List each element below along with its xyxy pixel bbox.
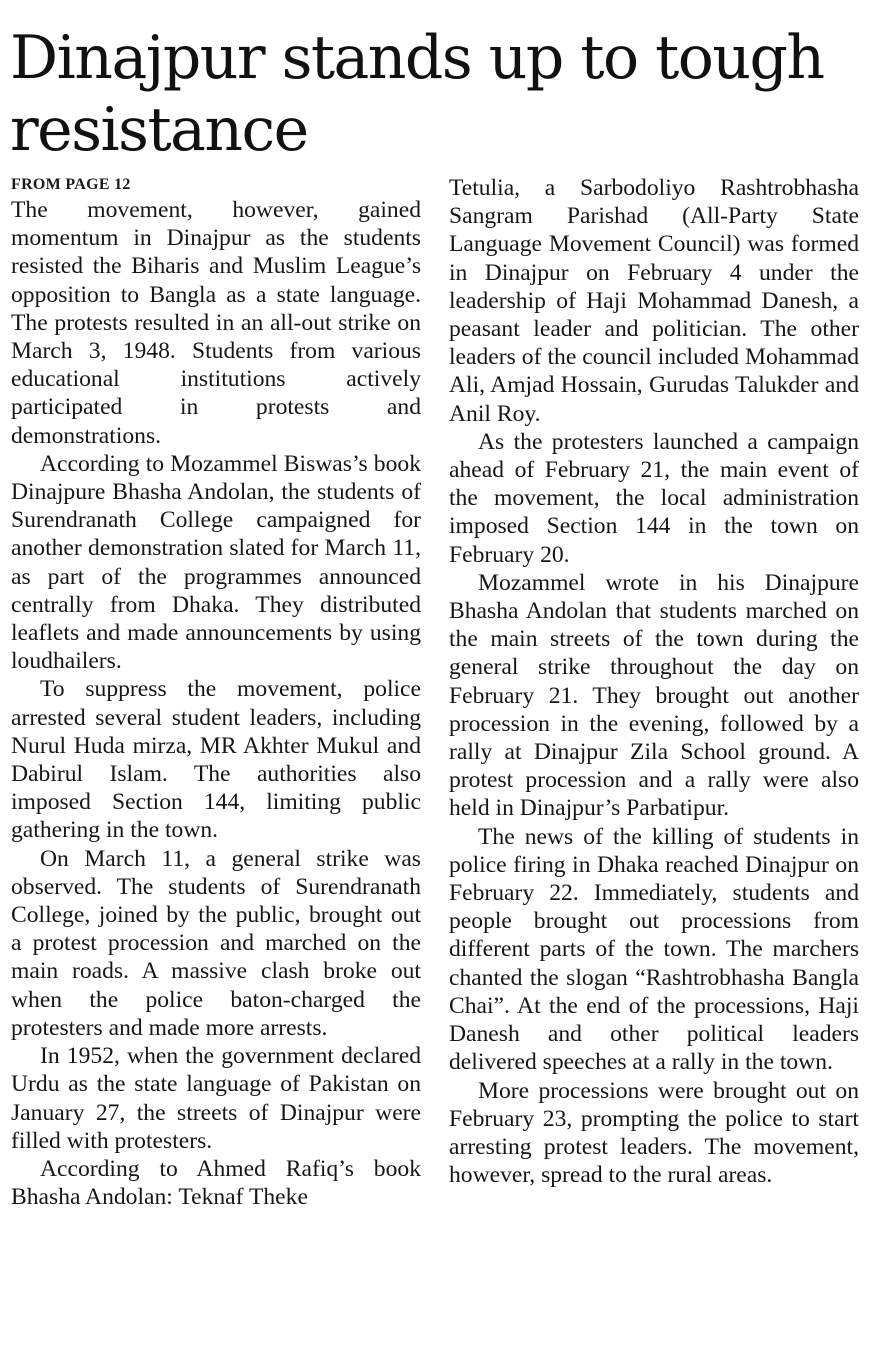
article-paragraph: In 1952, when the government declared Urdu as the state language of Pakistan on January 27, the streets of Dinajpur were filled with protesters. xyxy=(11,1043,421,1154)
article-paragraph: To suppress the movement, police arrested several student leaders, including Nurul Huda mirza, MR Akhter Mukul and Dabirul Islam. The authorities also imposed Section 144, limiting public gathering in the town. xyxy=(11,676,421,844)
article-paragraph: According to Ahmed Rafiq’s book Bhasha Andolan: Teknaf Theke xyxy=(11,1155,421,1211)
article-paragraph: On March 11, a general strike was observed. The students of Surendranath College, joined by the public, brought out a protest procession and marched on the main roads. A massive clash broke out when the police baton-charged the protesters and made more arrests. xyxy=(11,845,421,1041)
article-paragraph: According to Mozammel Biswas’s book Dinajpure Bhasha Andolan, the students of Surendranath College campaigned for another demonstration slated for March 11, as part of the programmes announced centrally from Dhaka. They distributed leaflets and made announcements by using loudhailers. xyxy=(11,450,421,675)
article-column-left xyxy=(11,174,421,1211)
article-column-right xyxy=(449,174,859,1189)
article-paragraph-continued: Tetulia, a Sarbodoliyo Rashtrobhasha Sangram Parishad (All-Party State Language Movement Council) was formed in Dinajpur on February 4 under the leadership of Haji Mohammad Danesh, a peasant leader and politician. The other leaders of the council included Mohammad Ali, Amjad Hossain, Gurudas Talukder and Anil Roy. xyxy=(449,175,859,427)
article-paragraph: More processions were brought out on February 23, prompting the police to start arresting protest leaders. The movement, however, spread to the rural areas. xyxy=(449,1077,859,1189)
article-paragraph: As the protesters launched a campaign ahead of February 21, the main event of the movement, the local administration imposed Section 144 in the town on February 20. xyxy=(449,428,859,568)
article-paragraph: The news of the killing of students in police firing in Dhaka reached Dinajpur on February 22. Immediately, students and people brought out processions from different parts of the town. The marchers chanted the slogan “Rashtrobhasha Bangla Chai”. At the end of the processions, Haji Danesh and other political leaders delivered speeches at a rally in the town. xyxy=(449,823,859,1076)
article-headline: Dinajpur stands up to tough resistance xyxy=(10,23,824,165)
continued-from-kicker: FROM PAGE 12 xyxy=(11,176,131,193)
article-paragraph: Mozammel wrote in his Dinajpure Bhasha Andolan that students marched on the main streets of the town during the general strike throughout the day on February 21. They brought out another procession in the evening, followed by a rally at Dinajpur Zila School ground. A protest procession and a rally were also held in Dinajpur’s Parbatipur. xyxy=(449,569,859,822)
article-paragraph: The movement, however, gained momentum in Dinajpur as the students resisted the Biharis and Muslim League’s opposition to Bangla as a state language. The protests resulted in an all-out strike on March 3, 1948. Students from various educational institutions actively participated in protests and demonstrations. xyxy=(11,197,421,449)
